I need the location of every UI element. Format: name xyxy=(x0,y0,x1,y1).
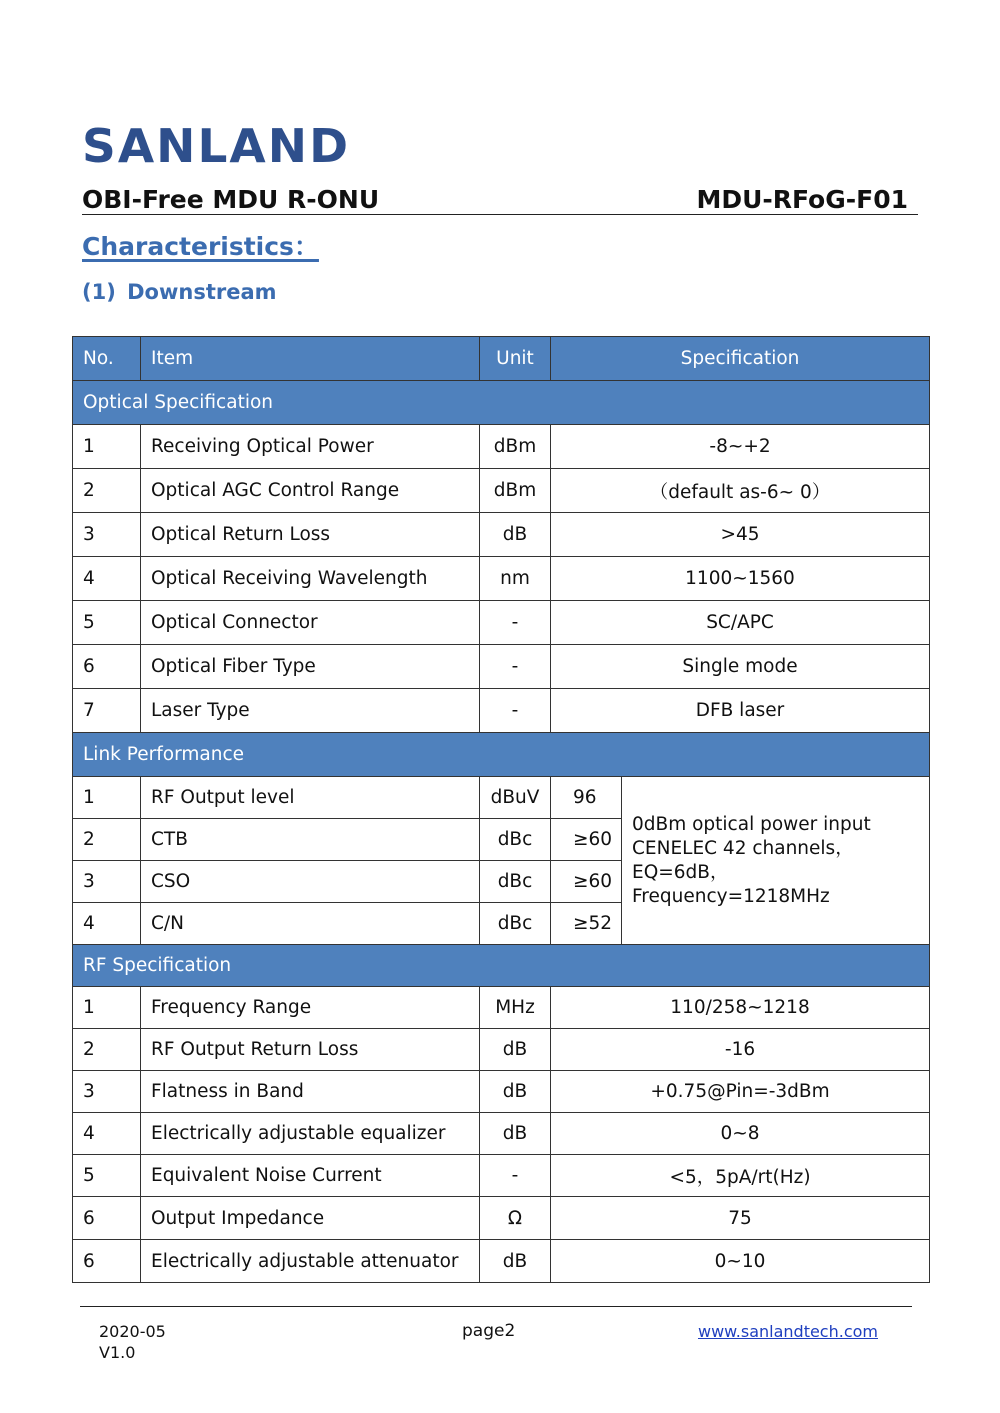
cell-no: 2 xyxy=(73,819,141,861)
cell-item: Electrically adjustable equalizer xyxy=(141,1113,480,1155)
subsection-title: (1) Downstream xyxy=(82,280,277,304)
table-row xyxy=(73,601,930,645)
cell-unit: - xyxy=(480,601,551,645)
table-row xyxy=(73,987,930,1029)
note-line: Frequency=1218MHz xyxy=(632,885,830,907)
table-row xyxy=(73,557,930,601)
cell-no: 3 xyxy=(73,861,141,903)
footer-date: 2020-05 xyxy=(99,1322,166,1341)
table-row xyxy=(73,469,930,513)
cell-item: RF Output Return Loss xyxy=(141,1029,480,1071)
group-header-row xyxy=(73,945,930,987)
cell-no: 4 xyxy=(73,1113,141,1155)
cell-no: 4 xyxy=(73,903,141,945)
table-row xyxy=(73,645,930,689)
group-title-rf: RF Specification xyxy=(73,945,930,987)
section-title: Characteristics： xyxy=(82,232,319,261)
cell-unit: - xyxy=(480,645,551,689)
cell-no: 2 xyxy=(73,1029,141,1071)
cell-spec: -16 xyxy=(551,1029,930,1071)
cell-item: Equivalent Noise Current xyxy=(141,1155,480,1197)
cell-unit: - xyxy=(480,689,551,733)
table-row xyxy=(73,777,930,819)
cell-unit: dBc xyxy=(480,861,551,903)
column-header-no: No. xyxy=(73,337,141,381)
table-row xyxy=(73,1197,930,1240)
cell-unit: dB xyxy=(480,1240,551,1283)
cell-item: Receiving Optical Power xyxy=(141,425,480,469)
cell-unit: - xyxy=(480,1155,551,1197)
cell-spec: 75 xyxy=(551,1197,930,1240)
cell-spec: 1100~1560 xyxy=(551,557,930,601)
cell-unit: dB xyxy=(480,513,551,557)
product-name: OBI-Free MDU R-ONU xyxy=(82,185,380,214)
cell-spec: DFB laser xyxy=(551,689,930,733)
group-title-link: Link Performance xyxy=(73,733,930,777)
cell-unit: dB xyxy=(480,1029,551,1071)
table-row xyxy=(73,1113,930,1155)
cell-item: Optical Receiving Wavelength xyxy=(141,557,480,601)
cell-unit: dBuV xyxy=(480,777,551,819)
cell-no: 2 xyxy=(73,469,141,513)
cell-no: 4 xyxy=(73,557,141,601)
table-row xyxy=(73,1240,930,1283)
cell-no: 5 xyxy=(73,1155,141,1197)
cell-spec: SC/APC xyxy=(551,601,930,645)
cell-no: 1 xyxy=(73,987,141,1029)
cell-spec: 0~8 xyxy=(551,1113,930,1155)
cell-item: Frequency Range xyxy=(141,987,480,1029)
cell-item: CTB xyxy=(141,819,480,861)
cell-spec: 0~10 xyxy=(551,1240,930,1283)
cell-item: CSO xyxy=(141,861,480,903)
column-header-specification: Specification xyxy=(551,337,930,381)
cell-spec: 110/258~1218 xyxy=(551,987,930,1029)
column-header-item: Item xyxy=(141,337,480,381)
cell-item: Optical Fiber Type xyxy=(141,645,480,689)
cell-value: ≥60 xyxy=(551,819,622,861)
cell-no: 6 xyxy=(73,1240,141,1283)
specification-table xyxy=(72,336,930,1283)
cell-value: 96 xyxy=(551,777,622,819)
cell-unit: dBm xyxy=(480,425,551,469)
cell-spec: （default as-6~ 0） xyxy=(551,469,930,513)
cell-item: Optical Return Loss xyxy=(141,513,480,557)
company-logo: SANLAND xyxy=(82,119,351,173)
cell-unit: dB xyxy=(480,1113,551,1155)
cell-spec: +0.75@Pin=-3dBm xyxy=(551,1071,930,1113)
footer-divider xyxy=(80,1306,912,1307)
cell-no: 6 xyxy=(73,645,141,689)
cell-item: Flatness in Band xyxy=(141,1071,480,1113)
cell-spec: >45 xyxy=(551,513,930,557)
table-row xyxy=(73,513,930,557)
cell-unit: dBm xyxy=(480,469,551,513)
table-row xyxy=(73,425,930,469)
link-conditions-note xyxy=(622,777,930,945)
cell-unit: dB xyxy=(480,1071,551,1113)
cell-unit: MHz xyxy=(480,987,551,1029)
cell-no: 5 xyxy=(73,601,141,645)
cell-item: Optical Connector xyxy=(141,601,480,645)
cell-item: Laser Type xyxy=(141,689,480,733)
cell-no: 7 xyxy=(73,689,141,733)
column-header-unit: Unit xyxy=(480,337,551,381)
note-line: 0dBm optical power input xyxy=(632,813,871,835)
website-link[interactable]: www.sanlandtech.com xyxy=(697,1322,878,1341)
cell-unit: dBc xyxy=(480,903,551,945)
table-header-row xyxy=(73,337,930,381)
header-divider xyxy=(82,214,918,215)
cell-item: Output Impedance xyxy=(141,1197,480,1240)
cell-value: ≥60 xyxy=(551,861,622,903)
group-title-optical: Optical Specification xyxy=(73,381,930,425)
cell-spec: Single mode xyxy=(551,645,930,689)
cell-unit: dBc xyxy=(480,819,551,861)
table-row xyxy=(73,1155,930,1197)
cell-no: 3 xyxy=(73,1071,141,1113)
cell-no: 1 xyxy=(73,425,141,469)
group-header-row xyxy=(73,381,930,425)
cell-value: ≥52 xyxy=(551,903,622,945)
footer-version: V1.0 xyxy=(99,1343,136,1362)
cell-no: 3 xyxy=(73,513,141,557)
cell-spec: -8~+2 xyxy=(551,425,930,469)
table-row xyxy=(73,689,930,733)
cell-spec: <5，5pA/rt(Hz) xyxy=(551,1155,930,1197)
model-number: MDU-RFoG-F01 xyxy=(696,185,908,214)
cell-item: RF Output level xyxy=(141,777,480,819)
table-row xyxy=(73,1071,930,1113)
cell-item: C/N xyxy=(141,903,480,945)
note-line: CENELEC 42 channels，EQ=6dB， xyxy=(632,837,854,883)
cell-unit: Ω xyxy=(480,1197,551,1240)
group-header-row xyxy=(73,733,930,777)
cell-item: Optical AGC Control Range xyxy=(141,469,480,513)
table-row xyxy=(73,1029,930,1071)
cell-no: 1 xyxy=(73,777,141,819)
cell-unit: nm xyxy=(480,557,551,601)
cell-no: 6 xyxy=(73,1197,141,1240)
cell-item: Electrically adjustable attenuator xyxy=(141,1240,480,1283)
page-number: page2 xyxy=(462,1321,516,1341)
